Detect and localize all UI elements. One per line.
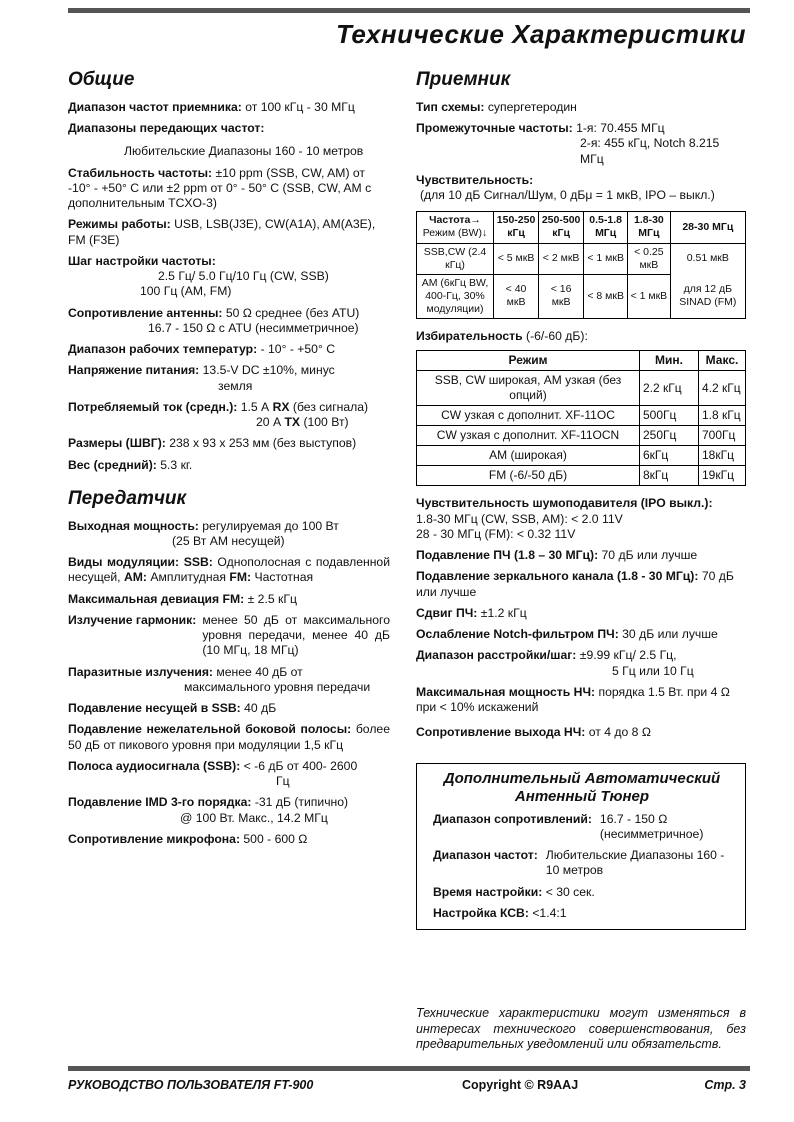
sensitivity-table [416, 211, 746, 319]
sens-col-1: 150-250 кГц [494, 212, 539, 243]
sens-col-5: 28-30 МГц [670, 212, 745, 243]
sel-row1-max: 4.2 кГц [699, 371, 746, 406]
tuner-title-line2: Антенный Тюнер [514, 787, 650, 805]
circuit-spec [416, 100, 746, 115]
sel-row [417, 446, 746, 466]
step-line1: 2.5 Гц/ 5.0 Гц/10 Гц (CW, SSB) [158, 269, 329, 283]
tuner-swr-label: Настройка КСВ: [433, 905, 529, 920]
circuit-value: супергетеродин [487, 99, 577, 114]
modes-label: Режимы работы: [68, 217, 171, 232]
sens-row-ssb [417, 243, 746, 274]
sideband-label: Подавление нежелательной боковой полосы: [68, 722, 352, 737]
sensitivity-label: Чувствительность: [416, 172, 534, 187]
spurious-spec [68, 665, 390, 696]
antenna-label: Сопротивление антенны: [68, 305, 223, 320]
sel-row1-mode: SSB, CW широкая, AM узкая (без опций) [417, 371, 640, 406]
af-imp-value: от 4 до 8 Ω [588, 725, 651, 740]
deviation-value: ± 2.5 кГц [247, 591, 297, 606]
imd-value: -31 дБ (типично) [254, 795, 349, 810]
audio-label: Полоса аудиосигнала (SSB): [68, 758, 241, 773]
if-rejection-value: 70 дБ или лучше [601, 548, 698, 563]
tuner-freq-label: Диапазон частот: [433, 848, 538, 863]
squelch-line2: 28 - 30 МГц (FM): < 0.32 11V [416, 526, 576, 541]
sel-row4-max: 18кГц [699, 446, 746, 466]
notch-label: Ослабление Notch-фильтром ПЧ: [416, 627, 619, 642]
if-spec [416, 121, 746, 167]
power-line2: (25 Вт АМ несущей) [172, 533, 285, 548]
sens-row1-c5: 0.51 мкВ [670, 243, 745, 274]
disclaimer-note: Технические характеристики могут изменяться в интересах технического совершенствования, без предварительных уведомлений или обязательств. [416, 1006, 746, 1052]
sens-row2-c4: < 1 мкВ [628, 274, 671, 318]
sens-row-am [417, 274, 746, 318]
step-label: Шаг настройки частоты: [68, 253, 216, 268]
sel-row2-mode: CW узкая с дополнит. XF-11OC [417, 406, 640, 426]
transmitter-heading: Передатчик [68, 487, 187, 509]
top-rule [68, 8, 750, 13]
spurious-value: менее 40 дБ от [216, 664, 303, 679]
antenna-line2: 16.7 - 150 Ω с ATU (несимметричное) [148, 320, 359, 335]
harmonics-label: Излучение гармоник: [68, 612, 197, 627]
general-heading: Общие [68, 69, 135, 90]
mic-label: Сопротивление микрофона: [68, 831, 241, 846]
tuner-imp-value: 16.7 - 150 Ω (несимметричное) [599, 811, 704, 841]
sel-row5-mode: FM (-6/-50 дБ) [417, 466, 640, 486]
tx-ranges-label: Диапазоны передающих частот: [68, 121, 265, 135]
carrier-label: Подавление несущей в SSB: [68, 701, 241, 715]
power-spec [68, 519, 390, 550]
weight-label: Вес (средний): [68, 457, 157, 472]
step-line2: 100 Гц (AM, FM) [140, 284, 232, 299]
rit-spec [416, 648, 746, 679]
sel-h-mode: Режим [417, 351, 640, 371]
modes-spec [68, 217, 390, 248]
receiver-heading: Приемник [416, 69, 511, 90]
tuner-imp-spec [433, 812, 731, 843]
if-shift-value: ±1.2 кГц [480, 605, 527, 620]
sens-col-3: 0.5-1.8 МГц [584, 212, 628, 243]
af-power-spec [416, 685, 746, 716]
supply-value: 13.5-V DC ±10%, минус [202, 363, 335, 378]
sensitivity-note: (для 10 дБ Сигнал/Шум, 0 дБμ = 1 мкВ, IPO – выкл.) [420, 188, 715, 202]
power-value: регулируемая до 100 Вт [202, 518, 339, 533]
rit-label: Диапазон расстройки/шаг: [416, 648, 577, 663]
current-tx-value: 20 А [256, 415, 282, 429]
current-spec [68, 400, 390, 431]
sel-row5-min: 8кГц [640, 466, 699, 486]
tuner-time-value: < 30 сек. [545, 884, 595, 899]
sideband-value: более 50 дБ от пикового уровня при модуляции 1,5 кГц [68, 722, 390, 752]
sens-header-row [417, 212, 746, 243]
tuner-swr-value: <1.4:1 [532, 905, 567, 920]
sel-row [417, 426, 746, 446]
tuner-freq-spec [433, 848, 731, 879]
tuner-time-label: Время настройки: [433, 884, 543, 899]
image-spec [416, 569, 746, 600]
squelch-line1: 1.8-30 МГц (CW, SSB, AM): < 2.0 11V [416, 511, 623, 526]
circuit-label: Тип схемы: [416, 99, 485, 114]
current-tx-tail: (100 Вт) [303, 415, 349, 429]
sens-row1-c4: < 0.25 мкВ [628, 243, 671, 274]
image-value: 70 дБ или лучше [416, 569, 734, 599]
notch-value: 30 дБ или лучше [622, 627, 718, 642]
supply-label: Напряжение питания: [68, 363, 200, 378]
size-value: 238 x 93 x 253 мм (без выступов) [169, 436, 357, 451]
tuner-imp-label: Диапазон сопротивлений: [433, 811, 592, 826]
modulation-spec [68, 555, 390, 586]
sel-row [417, 371, 746, 406]
sensitivity-spec [416, 173, 746, 204]
spurious-line2: максимального уровня передачи [184, 679, 371, 694]
stability-spec [68, 166, 390, 212]
rx-range-label: Диапазон частот приемника: [68, 99, 242, 114]
current-rx-tail: (без сигнала) [292, 399, 369, 414]
rit-value: ±9.99 кГц/ 2.5 Гц, [579, 648, 677, 663]
antenna-value: 50 Ω среднее (без ATU) [225, 305, 360, 320]
sel-row5-max: 19кГц [699, 466, 746, 486]
sel-row4-min: 6кГц [640, 446, 699, 466]
sel-row2-max: 1.8 кГц [699, 406, 746, 426]
temp-value: - 10° - +50° С [260, 342, 336, 356]
selectivity-note: (-6/-60 дБ): [526, 329, 588, 344]
mic-value: 500 - 600 Ω [243, 831, 308, 846]
sel-row4-mode: AM (широкая) [417, 446, 640, 466]
modulation-am-text: Амплитудная [150, 570, 227, 585]
sel-row3-mode: CW узкая с дополнит. XF-11OCN [417, 426, 640, 446]
footer-manual: РУКОВОДСТВО ПОЛЬЗОВАТЕЛЯ FT-900 [68, 1078, 314, 1092]
sel-header-row [417, 351, 746, 371]
sens-row2-c1: < 40 мкВ [494, 274, 539, 318]
footer-copyright: Copyright © R9AAJ [462, 1078, 579, 1092]
squelch-spec [416, 496, 746, 542]
carrier-spec [68, 701, 390, 716]
sens-row2-c5: для 12 дБ SINAD (FM) [670, 274, 745, 318]
current-rx-tag: RX [272, 399, 290, 414]
sens-row1-c2: < 2 мкВ [539, 243, 584, 274]
current-tx-tag: TX [284, 415, 301, 429]
spurious-label: Паразитные излучения: [68, 664, 213, 679]
stability-value: ±10 ppm (SSB, CW, AM) от -10° - +50° С или ±2 ppm от 0° - 50° С (SSB, CW, AM с дополнительным TCXO-3) [68, 165, 372, 210]
page-title: Технические Характеристики [335, 19, 746, 49]
deviation-label: Максимальная девиация FM: [68, 591, 245, 606]
sel-row1-min: 2.2 кГц [640, 371, 699, 406]
size-label: Размеры (ШВГ): [68, 436, 166, 451]
squelch-label: Чувствительность шумоподавителя (IPO выкл.): [416, 496, 713, 511]
sens-corner [417, 212, 494, 243]
antenna-spec [68, 306, 390, 337]
rx-range-spec [68, 100, 390, 115]
sel-row2-min: 500Гц [640, 406, 699, 426]
sens-corner-mode: Режим (BW)↓ [422, 227, 488, 240]
sens-row1-c1: < 5 мкВ [494, 243, 539, 274]
audio-spec [68, 759, 390, 790]
sel-h-min: Мин. [640, 351, 699, 371]
sens-col-4: 1.8-30 МГц [628, 212, 671, 243]
footer-rule [68, 1066, 750, 1071]
sens-row2-mode: AM (6кГц BW, 400-Гц, 30% модуляции) [417, 274, 494, 318]
sens-row1-c3: < 1 мкВ [584, 243, 628, 274]
modulation-ssb: SSB: [183, 555, 213, 569]
af-imp-label: Сопротивление выхода НЧ: [416, 725, 586, 740]
if-label: Промежуточные частоты: [416, 121, 573, 135]
imd-label: Подавление IMD 3-го порядка: [68, 795, 252, 810]
modulation-fm: FM: [229, 570, 252, 585]
tx-ranges-value: Любительские Диапазоны 160 - 10 метров [124, 144, 364, 159]
supply-line2: земля [218, 378, 253, 393]
supply-spec [68, 363, 390, 394]
stability-label: Стабильность частоты: [68, 165, 213, 180]
notch-spec [416, 627, 746, 642]
harmonics-spec [68, 613, 390, 659]
selectivity-label: Избирательность [416, 329, 523, 344]
sel-row3-max: 700Гц [699, 426, 746, 446]
if-rejection-spec [416, 548, 746, 563]
af-power-label: Максимальная мощность НЧ: [416, 684, 596, 699]
tuner-box [416, 763, 746, 931]
tuner-title-line1: Дополнительный Автоматический [443, 769, 721, 787]
sel-h-max: Макс. [699, 351, 746, 371]
rit-line2: 5 Гц или 10 Гц [612, 663, 694, 678]
sel-row [417, 406, 746, 426]
modes-value: USB, LSB(J3E), CW(A1A), AM(A3E), FM (F3E) [68, 217, 376, 247]
if-line2: 2-я: 455 кГц, Notch 8.215 МГц [580, 136, 720, 166]
if-shift-spec [416, 606, 746, 621]
imd-spec [68, 795, 390, 826]
if-rejection-label: Подавление ПЧ (1.8 – 30 МГц): [416, 548, 599, 563]
step-spec [68, 254, 390, 300]
imd-line2: @ 100 Вт. Макс., 14.2 МГц [180, 810, 328, 825]
rx-range-value: от 100 кГц - 30 МГц [245, 99, 355, 114]
left-column [68, 68, 390, 853]
modulation-fm-text: Частотная [254, 570, 314, 585]
selectivity-spec [416, 329, 746, 344]
sens-corner-freq: Частота→ [429, 214, 481, 227]
selectivity-table [416, 350, 746, 486]
harmonics-value: менее 50 дБ от максимального уровня передачи, менее 40 дБ (10 МГц, 18 МГц) [202, 612, 390, 658]
sens-row1-mode: SSB,CW (2.4 кГц) [417, 243, 494, 274]
sens-row2-c3: < 8 мкВ [584, 274, 628, 318]
footer-page: Стр. 3 [704, 1078, 746, 1092]
temp-label: Диапазон рабочих температур: [68, 342, 258, 356]
temp-spec [68, 342, 390, 357]
weight-value: 5.3 кг. [160, 457, 193, 472]
deviation-spec [68, 592, 390, 607]
power-label: Выходная мощность: [68, 518, 199, 533]
if-shift-label: Сдвиг ПЧ: [416, 605, 478, 620]
if-value: 1-я: 70.455 МГц [576, 121, 665, 135]
tuner-swr-spec [433, 906, 731, 921]
current-label: Потребляемый ток (средн.): [68, 399, 238, 414]
tuner-freq-value: Любительские Диапазоны 160 - 10 метров [545, 848, 725, 878]
audio-line2: Гц [276, 774, 290, 788]
right-column [416, 68, 746, 930]
sens-row2-c2: < 16 мкВ [539, 274, 584, 318]
af-imp-spec [416, 725, 746, 740]
image-label: Подавление зеркального канала (1.8 - 30 МГц): [416, 569, 699, 584]
sideband-spec [68, 722, 390, 753]
modulation-am: AM: [123, 570, 147, 585]
size-spec [68, 436, 390, 451]
tuner-time-spec [433, 885, 731, 900]
sens-col-2: 250-500 кГц [539, 212, 584, 243]
weight-spec [68, 458, 390, 473]
carrier-value: 40 дБ [244, 701, 277, 715]
af-power-value: порядка 1.5 Вт. при 4 Ω при < 10% искажений [416, 684, 730, 715]
sel-row [417, 466, 746, 486]
tuner-title [433, 770, 731, 806]
current-rx-value: 1.5 А [240, 399, 270, 414]
mic-spec [68, 832, 390, 847]
sel-row3-min: 250Гц [640, 426, 699, 446]
modulation-ssb-text: Однополосная с подавленной несущей, [68, 555, 391, 585]
audio-value: < -6 дБ от 400- 2600 [243, 758, 358, 773]
tx-ranges-spec [68, 121, 390, 160]
modulation-label: Виды модуляции: [68, 555, 180, 569]
